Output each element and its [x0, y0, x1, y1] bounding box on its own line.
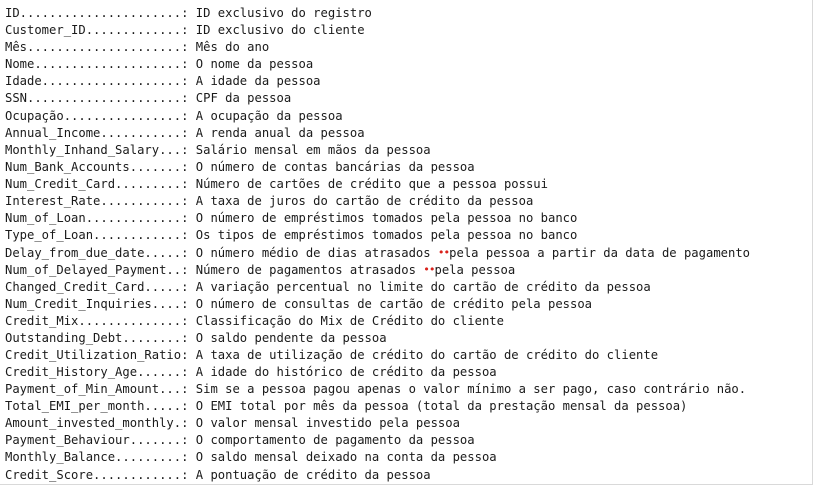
field-description: A renda anual da pessoa [195, 125, 365, 140]
dictionary-row [5, 398, 750, 415]
field-name: Monthly_Balance.........: [5, 450, 196, 465]
dictionary-row [5, 5, 750, 22]
field-description: A idade do histórico de crédito da pessoa [195, 364, 497, 379]
dictionary-row [5, 244, 750, 261]
field-description: O saldo mensal deixado na conta da pessoa [195, 450, 497, 465]
field-name: Outstanding_Debt........: [5, 330, 196, 345]
field-description: O número de empréstimos tomados pela pessoa no banco [195, 211, 578, 226]
field-description: ID exclusivo do cliente [195, 23, 365, 38]
dictionary-row [5, 381, 750, 398]
field-name: Num_Credit_Card.........: [5, 176, 196, 191]
field-name: SSN.....................: [5, 91, 196, 106]
dictionary-row [5, 467, 750, 484]
dictionary-row [5, 279, 750, 296]
field-name: Credit_Mix..............: [5, 313, 196, 328]
field-name: Num_Credit_Inquiries....: [5, 296, 196, 311]
field-name: Amount_invested_monthly.: [5, 416, 196, 431]
field-name: Interest_Rate...........: [5, 194, 196, 209]
field-description: Número de pagamentos atrasados [195, 263, 424, 278]
dictionary-row [5, 364, 750, 381]
field-name: Credit_Score............: [5, 467, 196, 482]
dictionary-row [5, 73, 750, 90]
dictionary-row [5, 347, 750, 364]
data-dictionary-list [5, 5, 750, 484]
field-name: Payment_of_Min_Amount...: [5, 382, 196, 397]
field-description: O EMI total por mês da pessoa (total da prestação mensal da pessoa) [195, 399, 688, 414]
field-description: A pontuação de crédito da pessoa [195, 467, 431, 482]
field-name: Credit_History_Age......: [5, 364, 196, 379]
dictionary-row [5, 330, 750, 347]
field-name: Monthly_Inhand_Salary...: [5, 142, 196, 157]
dictionary-row [5, 415, 750, 432]
field-name: Nome....................: [5, 57, 196, 72]
field-description: O saldo pendente da pessoa [195, 330, 387, 345]
field-name: Idade...................: [5, 74, 196, 89]
field-name: Changed_Credit_Card.....: [5, 279, 196, 294]
field-name: Annual_Income...........: [5, 125, 196, 140]
field-name: Num_of_Delayed_Payment..: [5, 263, 196, 278]
field-name: Num_Bank_Accounts.......: [5, 159, 196, 174]
dictionary-row [5, 432, 750, 449]
field-description: O número médio de dias atrasados [195, 246, 438, 261]
field-description: A taxa de utilização de crédito do cartão de crédito do cliente [195, 347, 659, 362]
dictionary-row [5, 90, 750, 107]
field-description: A ocupação da pessoa [195, 108, 343, 123]
field-description: Sim se a pessoa pagou apenas o valor mínimo a ser pago, caso contrário não. [195, 382, 747, 397]
field-description: A idade da pessoa [195, 74, 321, 89]
field-description: Salário mensal em mãos da pessoa [195, 142, 431, 157]
field-name: Ocupação................: [5, 108, 196, 123]
dictionary-row [5, 296, 750, 313]
dictionary-row [5, 142, 750, 159]
field-description: A taxa de juros do cartão de crédito da pessoa [195, 194, 534, 209]
dictionary-row [5, 261, 750, 278]
field-name: Num_of_Loan.............: [5, 211, 196, 226]
dictionary-row [5, 22, 750, 39]
field-description: O número de consultas de cartão de crédito pela pessoa [195, 296, 593, 311]
field-description: O valor mensal investido pela pessoa [195, 416, 460, 431]
field-description: O nome da pessoa [195, 57, 314, 72]
field-name: Delay_from_due_date.....: [5, 246, 196, 261]
dictionary-row [5, 449, 750, 466]
dictionary-row [5, 159, 750, 176]
dictionary-row [5, 313, 750, 330]
field-description: Classificação do Mix de Crédito do cliente [195, 313, 504, 328]
field-description: Número de cartões de crédito que a pessoa possui [195, 176, 548, 191]
dictionary-row [5, 108, 750, 125]
field-name: Mês.....................: [5, 40, 196, 55]
dictionary-row [5, 210, 750, 227]
field-description: A variação percentual no limite do cartão de crédito da pessoa [195, 279, 651, 294]
field-description: Mês do ano [195, 40, 270, 55]
field-description-continued: pela pessoa [434, 263, 516, 278]
dictionary-row [5, 176, 750, 193]
field-description: ID exclusivo do registro [195, 6, 372, 20]
marker-dots: •• [437, 246, 450, 260]
field-description: CPF da pessoa [195, 91, 292, 106]
dictionary-row [5, 227, 750, 244]
field-description: O comportamento de pagamento da pessoa [195, 433, 475, 448]
dictionary-row [5, 56, 750, 73]
field-description-continued: pela pessoa a partir da data de pagamento [449, 246, 751, 261]
field-description: Os tipos de empréstimos tomados pela pessoa no banco [195, 228, 578, 243]
field-name: Payment_Behaviour.......: [5, 433, 196, 448]
field-name: Credit_Utilization_Ratio: [5, 347, 196, 362]
field-name: Total_EMI_per_month.....: [5, 399, 196, 414]
field-description: O número de contas bancárias da pessoa [195, 159, 475, 174]
field-name: Type_of_Loan............: [5, 228, 196, 243]
field-name: ID......................: [5, 6, 196, 20]
dictionary-row [5, 193, 750, 210]
dictionary-row [5, 39, 750, 56]
marker-dots: •• [423, 263, 435, 277]
dictionary-row [5, 125, 750, 142]
field-name: Customer_ID.............: [5, 23, 196, 38]
